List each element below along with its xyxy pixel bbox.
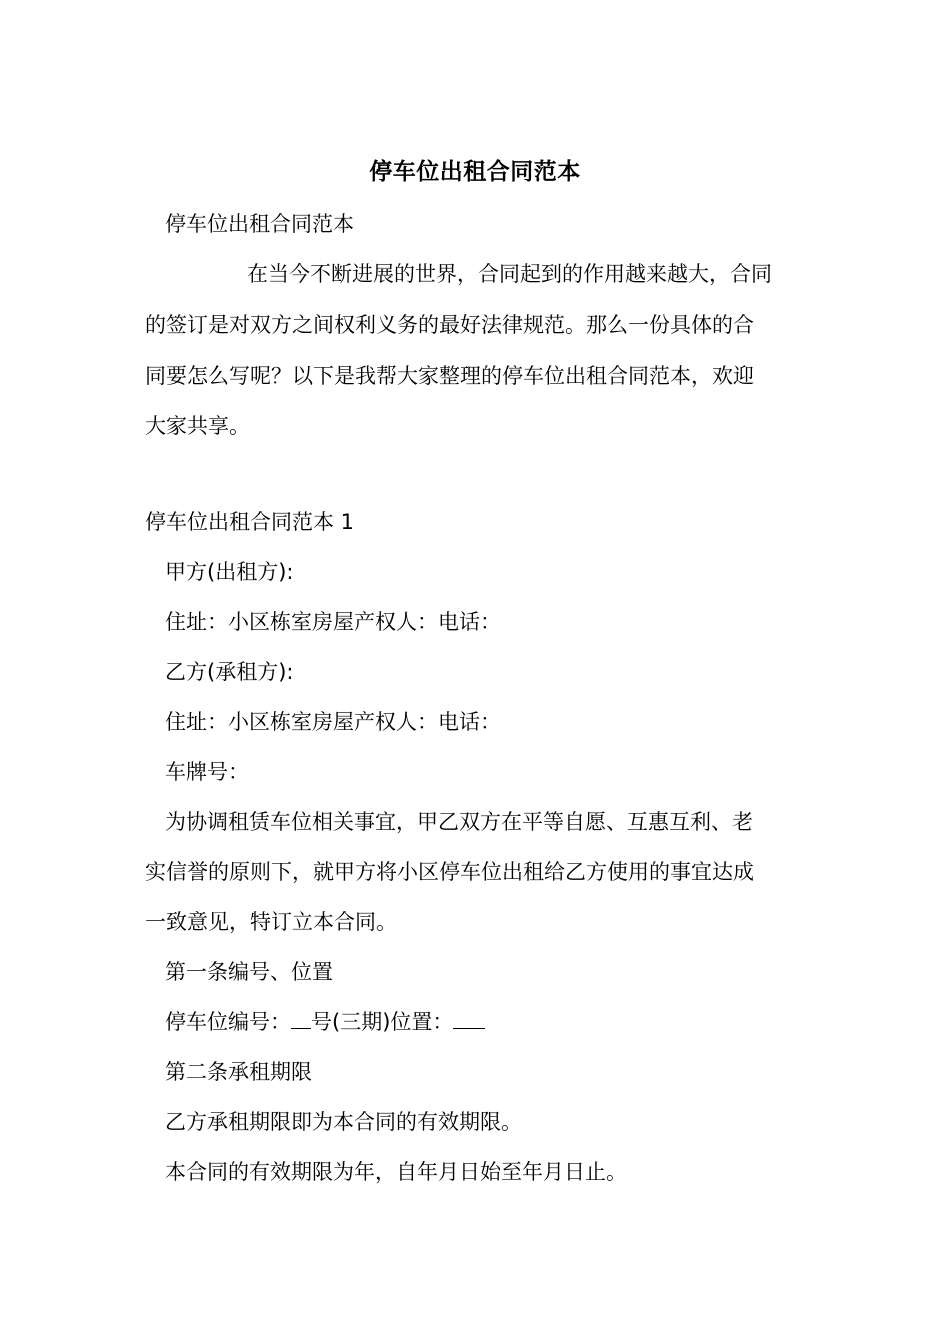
intro-line-1: 在当今不断进展的世界，合同起到的作用越来越大，合同 — [247, 262, 772, 286]
article-2-line-1: 乙方承租期限即为本合同的有效期限。 — [165, 1110, 522, 1134]
section-heading: 停车位出租合同范本 1 — [145, 510, 355, 534]
purpose-line-1: 为协调租赁车位相关事宜，甲乙双方在平等自愿、互惠互利、老 — [165, 810, 753, 834]
parking-number-label: 停车位编号： — [165, 1010, 291, 1034]
parking-location-blank — [453, 1008, 485, 1029]
party-a-address: 住址：小区栋室房屋产权人：电话： — [165, 610, 501, 634]
article-2-line-2: 本合同的有效期限为年，自年月日始至年月日止。 — [165, 1160, 627, 1184]
purpose-line-2: 实信誉的原则下，就甲方将小区停车位出租给乙方使用的事宜达成 — [145, 860, 754, 884]
parking-location-label: 号(三期)位置： — [311, 1010, 454, 1034]
party-b-address: 住址：小区栋室房屋产权人：电话： — [165, 710, 501, 734]
purpose-line-3: 一致意见，特订立本合同。 — [145, 910, 397, 934]
document-subtitle: 停车位出租合同范本 — [165, 212, 354, 236]
intro-line-4: 大家共享。 — [145, 414, 250, 438]
article-1-heading: 第一条编号、位置 — [165, 960, 333, 984]
article-1-parking-line — [165, 1007, 485, 1037]
parking-number-blank — [291, 1008, 311, 1029]
party-b-label: 乙方(承租方): — [165, 660, 294, 684]
plate-number-label: 车牌号： — [165, 760, 249, 784]
party-a-label: 甲方(出租方): — [165, 560, 294, 584]
intro-line-2: 的签订是对双方之间权利义务的最好法律规范。那么一份具体的合 — [145, 313, 754, 337]
document-title: 停车位出租合同范本 — [369, 159, 581, 185]
article-2-heading: 第二条承租期限 — [165, 1060, 312, 1084]
intro-line-3: 同要怎么写呢？以下是我帮大家整理的停车位出租合同范本，欢迎 — [145, 364, 754, 388]
